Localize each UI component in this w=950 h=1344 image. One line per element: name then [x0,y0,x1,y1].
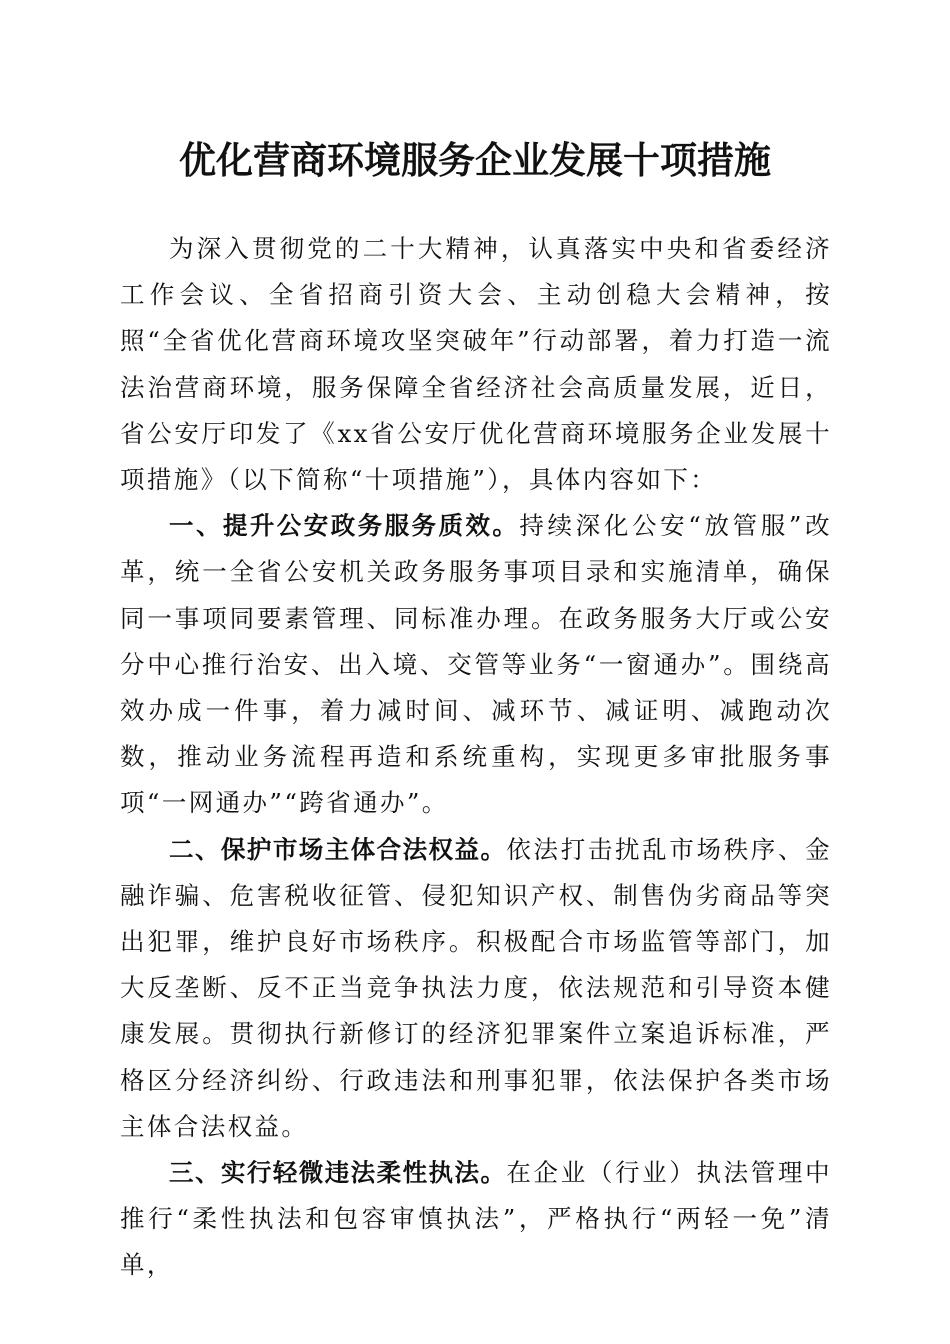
section-1-paragraph [120,503,832,826]
section-3-text: 在企业（行业）执法管理中推行“柔性执法和包容审慎执法”，严格执行“两轻一免”清单， [120,1158,832,1280]
section-1-heading: 一、提升公安政务服务质效。 [169,511,520,541]
document-body [120,226,832,1289]
document-title: 优化营商环境服务企业发展十项措施 [179,138,771,182]
section-2-paragraph [120,827,832,1150]
section-3-heading: 三、实行轻微违法柔性执法。 [169,1158,507,1188]
section-1-text: 持续深化公安“放管服”改革，统一全省公安机关政务服务事项目录和实施清单，确保同一事项同要素管理、同标准办理。在政务服务大厅或公安分中心推行治安、出入境、交管等业务“一窗通办”。围绕高效办成一件事，着力减时间、减环节、减证明、减跑动次数，推动业务流程再造和系统重构，实现更多审批服务事项“一网通办”“跨省通办”。 [120,511,832,818]
section-2-heading: 二、保护市场主体合法权益。 [169,834,507,864]
section-3-paragraph [120,1150,832,1289]
section-2-text: 依法打击扰乱市场秩序、金融诈骗、危害税收征管、侵犯知识产权、制售伪劣商品等突出犯罪，维护良好市场秩序。积极配合市场监管等部门，加大反垄断、反不正当竞争执法力度，依法规范和引导资本健康发展。贯彻执行新修订的经济犯罪案件立案追诉标准，严格区分经济纠纷、行政违法和刑事犯罪，依法保护各类市场主体合法权益。 [120,834,832,1141]
intro-paragraph: 为深入贯彻党的二十大精神，认真落实中央和省委经济工作会议、全省招商引资大会、主动创稳大会精神，按照“全省优化营商环境攻坚突破年”行动部署，着力打造一流法治营商环境，服务保障全省经济社会高质量发展，近日，省公安厅印发了《xx省公安厅优化营商环境服务企业发展十项措施》（以下简称“十项措施”），具体内容如下： [120,234,832,495]
